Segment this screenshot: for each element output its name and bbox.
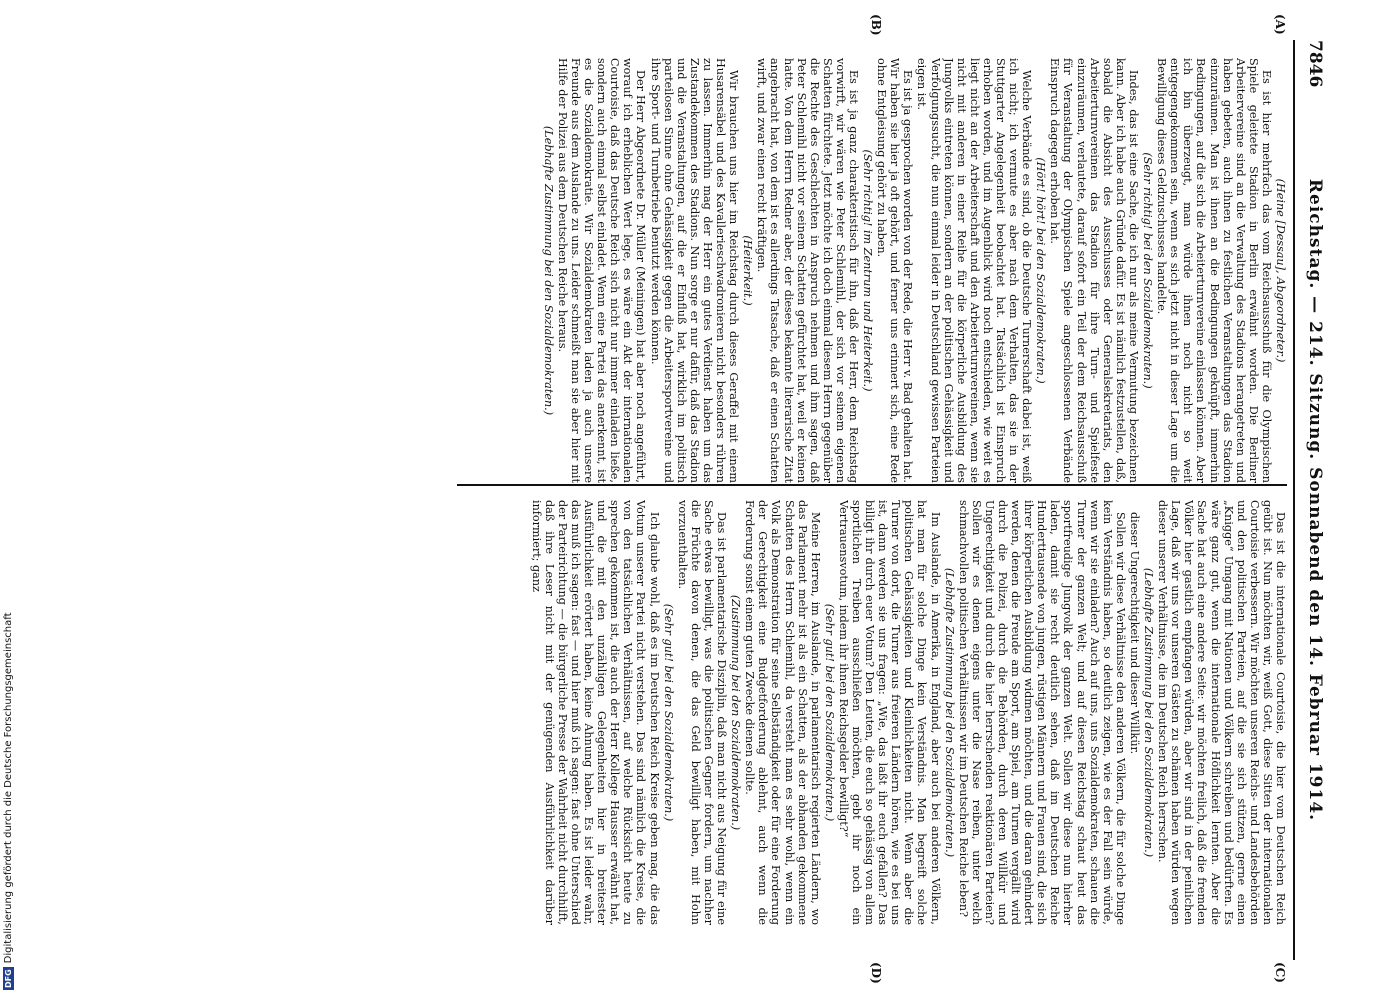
interjection-note: (Sehr richtig! bei den Sozialdemokraten.)	[1141, 152, 1155, 389]
header-rule	[1293, 40, 1295, 960]
interjection-note: (Hört! hört! bei den Sozialdemokraten.)	[1034, 157, 1048, 384]
digitization-credit: Digitalisierung gefördert durch die Deutsche Forschungsgemeinschaft	[2, 612, 14, 964]
text-paragraph: Es ist hier mehrfach das vom Reichsausschuß für die Olympischen Spiele geleitete Stadion in Berlin erwähnt worden. Die Berliner Arbeitervereine sind an die Verwaltung des Stadions herangetreten und haben gebeten, auch ihnen zu festlichen Veranstaltungen das Stadion einzuräumen. Man ist ihnen an die Bedingungen geknüpft, immerhin Bedingungen, auf die sich die Arbeiterturnvereine einlassen können. Aber ich bin überzeugt, man würde ihnen noch nicht so weit entgegengekommen sein, wenn es sich jetzt nicht in dieser Lage um die Bewilligung dieses Geldzuschusses handelte.	[1155, 58, 1273, 483]
interjection-note: (Zustimmung bei den Sozialdemokraten.)	[729, 594, 743, 831]
text-paragraph: Es ist ja gesprochen worden von der Rede, die Herr v. Bad gehalten hat. Wir haben sie hier ja oft gehört, und ferner uns erinnert sich, eine Rede ohne Entgleisung gehört zu haben.	[875, 58, 915, 483]
page-header	[1297, 40, 1325, 960]
interjection-note: (Sehr gut! bei den Sozialdemokraten.)	[661, 603, 675, 822]
margin-mark-a: (A)	[1273, 14, 1287, 35]
text-paragraph: Sollen wir diese Verhältnisse den anderen Völkern, die für solche Dinge kein Verständnis haben, so deutlich zeigen, wie es der Fall sein würde, wenn wir sie einladen? Auch auf uns, uns Sozialdemokraten, schauen die Turner der ganzen Welt; und auf diesen Reichstag schaut heut das sportfreudige Jungvolk der ganzen Welt. Sollen wir diese nun hierher laden, damit sie recht deutlich sehen, daß im Deutschen Reiche Hunderttausende von jungen, rüstigen Männern und Frauen sind, die sich ihrer körperlichen Ausbildung widmen möchten, und die daran gehindert werden, denen die Freude am Sport, am Spiel, am Turnen vergällt wird durch die Polizei, durch die Behörden, durch deren Willkür und Ungerechtigkeit und durch die hier herrschenden reaktionären Parteien? Sollen wir es denen eigens unter die Nase reiben, unter welch schmachvollen politischen Verhältnissen wir im Deutschen Reiche leben?	[956, 500, 1127, 925]
text-paragraph: Das ist die internationale Courtoisie, die hier vom Deutschen Reich geübt ist. Nun möchten wir, weiß Gott, diese Sitten der internationalen Courtoisie verbessern. Wir möchten unseren Reichs- und Landesbehörden und den politischen Parteien, auf die sie sich stützen, gerne einen „Knigge“ Umgang mit Nationen und Völkern schreiben und bedürften. Es wäre ganz gut, wenn die internationale Höflichkeit lernten. Aber die Sache hat auch eine andere Seite: wir möchten freilich, daß die fremden Völker hier gastlich empfangen würden, aber wir sind in der peinlichen Lage, daß wir uns vor unseren Gästen zu schämen haben würden wegen dieser unserer Verhältnisse, die im Deutschen Reich herrschen.	[1156, 500, 1287, 925]
column-divider	[457, 484, 1287, 486]
interjection-note: (Sehr gut! bei den Sozialdemokraten.)	[822, 603, 836, 822]
text-paragraph: Ich glaube wohl, daß es im Deutschen Reich Kreise geben mag, die das Votum unserer Partei nicht verstehen. Das sind nämlich die Kreise, die von den tatsächlichen Verhältnissen, auf welche Rücksicht heute zu sprechen gekommen ist, die auch der Herr Kollege Hausser erwähnt hat, und die mit den unzähligen Gelegenheiten hier in breitester Ausführlichkeit erörtert haben, keine Ahnung haben. Es ist leider wahr, das muß ich sagen: fast — und hier muß ich sagen: fast ohne Unterschied der Parteirichtung — die bürgerliche Presse der Wahrheit nicht durchhilft, daß ihre Leser nicht mit der genügenden Ausführlichkeit darüber informiert; ganz	[529, 500, 661, 925]
margin-mark-b: (B)	[869, 14, 883, 36]
dfg-logo: DFG	[3, 969, 13, 988]
page-title: Reichstag. — 214. Sitzung. Sonnabend den 14. Februar 1914.	[1305, 178, 1325, 822]
page-number: 7846	[1305, 40, 1325, 88]
text-paragraph: Im Auslande, in Amerika, in England, aber auch bei anderen Völkern, hat man für solche Dinge kein Verständnis. Man begreift solche politischen Gehässigkeiten und Kleinlichkeiten nicht. Wenn aber die Turner von dort, die Turner aus freieren Ländern hören, wie es bei uns ist, dann werden sie uns fragen: „Wie, das laßt ihr euch gefallen? Das billigt ihr durch euer Votum? Den Leuten, die euch so gehässig von allem sportlichen Treiben ausschließen möchten, gebt ihr noch ein Vertrauensvotum, indem ihr ihnen Reichsgelder bewilligt?“	[836, 500, 942, 925]
left-text-column	[452, 58, 1287, 483]
text-paragraph: Welche Verbände es sind, ob die Deutsche Turnerschaft dabei ist, weiß ich nicht; ich vermute es aber nach dem Verhalten, das sie in der Stuttgarter Angelegenheit beobachtet hat. Tatsächlich ist Einspruch erhoben worden, und im Augenblick wird noch entschieden, wie weit es liegt nicht an der Arbeiterschaft und den Arbeiterturnvereinen, wenn sie nicht mit anderen in einer Reihe für die körperliche Ausbildung des Jungvolks eintreten können, sondern an der politischen Gehässigkeit und Verfolgungssucht, die nun einmal leider in Deutschland gewissen Parteien eigen ist.	[915, 58, 1034, 483]
text-paragraph: Es ist ja ganz charakteristisch für ihn, daß der Herr, dem Reichstag vorwirft, wir wären wie Peter Schlemihl, der sich vor seinem eigenen Schatten fürchtete. Jetzt möchte ich doch einmal diesem Herrn gegenüber die Rechte des Geschlechten in Anspruch nehmen und ihm sagen, daß Peter Schlemihl nicht vor seinem Schatten gefürchtet hat, weil er keinen hatte. Von dem Herrn Redner aber, der dieses bekannte literarische Zitat angebracht hat, von dem ist es allerdings Tatsache, daß er einen Schatten wirft, und zwar einen recht kräftigen.	[755, 58, 860, 483]
text-paragraph: Der Herr Abgeordnete Dr. Müller (Meiningen) hat aber noch angeführt, worauf ich erheblichen Wert lege, es wäre ein Akt der internationalen Courtoisie, daß das Deutsche Reich sich nicht nur immer einladen ließe, sondern auch einmal selbst einladet. Wenn eine Partei das anerkennt, ist es die Sozialdemokratie. Wir Sozialdemokraten laden ja auch unsere Freunde aus dem Auslande zu uns. Leider schmeißt man sie aber hier mit Hilfe der Polizei aus dem Deutschen Reiche heraus.	[555, 58, 648, 483]
text-paragraph: Meine Herren, im Auslande, in parlamentarisch regierten Ländern, wo das Parlament mehr ist als ein Schatten, als der abhanden gekommene Schatten des Herrn Schlemihl, da versteht man es sehr wohl, wenn ein Volk als Demonstration für seine Selbständigkeit oder für eine Forderung der Gerechtigkeit eine Budgetforderung ablehnt, auch wenn die Forderung sonst einem guten Zwecke dienen sollte.	[743, 500, 822, 925]
margin-mark-d: (D)	[869, 962, 883, 984]
speaker-line: (Heine [Dessau], Abgeordneter.)	[1274, 178, 1287, 363]
interjection-note: (Lebhafte Zustimmung bei den Sozialdemokraten.)	[942, 567, 956, 858]
margin-mark-c: (C)	[1273, 962, 1287, 983]
interjection-note: (Sehr richtig! im Zentrum und Heiterkeit.)	[861, 149, 875, 392]
text-paragraph: Indes, das ist eine Sache, die ich nur als meine Vermutung bezeichnen kann. Aber ich habe auch Gründe dafür. Es ist nämlich festzustellen, daß, sobald die Absicht des Ausschusses oder Generalsekretariats, den Arbeiterturnvereinen das Stadion für ihre Turn- und Spielfeste einzuräumen, verlautete, darauf sofort ein Teil der dem Reichsausschuß für Veranstaltung der Olympischen Spiele angeschlossenen Verbände Einspruch dagegen erhoben hat.	[1048, 58, 1140, 483]
text-paragraph: dieser Ungerechtigkeit und dieser Willkür.	[1127, 512, 1141, 755]
interjection-note: (Lebhafte Zustimmung bei den Sozialdemokraten.)	[1142, 567, 1156, 858]
text-paragraph: Das ist parlamentarische Disziplin, daß man nicht aus Neigung für eine Sache etwas bewilligt, was die politischen Gegner fordern, um nachher die Früchte davon denen, die das Geld bewilligt haben, mit Hohn vorzuenthalten.	[675, 500, 729, 925]
interjection-note: (Lebhafte Zustimmung bei den Sozialdemokraten.)	[541, 125, 555, 416]
text-paragraph: Wir brauchen uns hier im Reichstag durch dieses Geraffel mit einem Husarensäbel und des Kavallerieschwadronieren nicht besonders rühren zu lassen. Immerhin mag der Herr ein gutes Verdienst haben um das Zustandekommen des Stadions. Nun sorge er nur dafür, daß das Stadion und die Veranstaltungen, auf die er Einfluß hat, wirklich im politisch parteilosen Sinne ohne Gehässigkeit gegen die Arbeitersportvereine und ihre Sport- und Turnbetriebe benutzt werden können.	[648, 58, 741, 483]
right-text-column	[452, 500, 1287, 925]
interjection-note: (Heiterkeit.)	[741, 235, 755, 306]
